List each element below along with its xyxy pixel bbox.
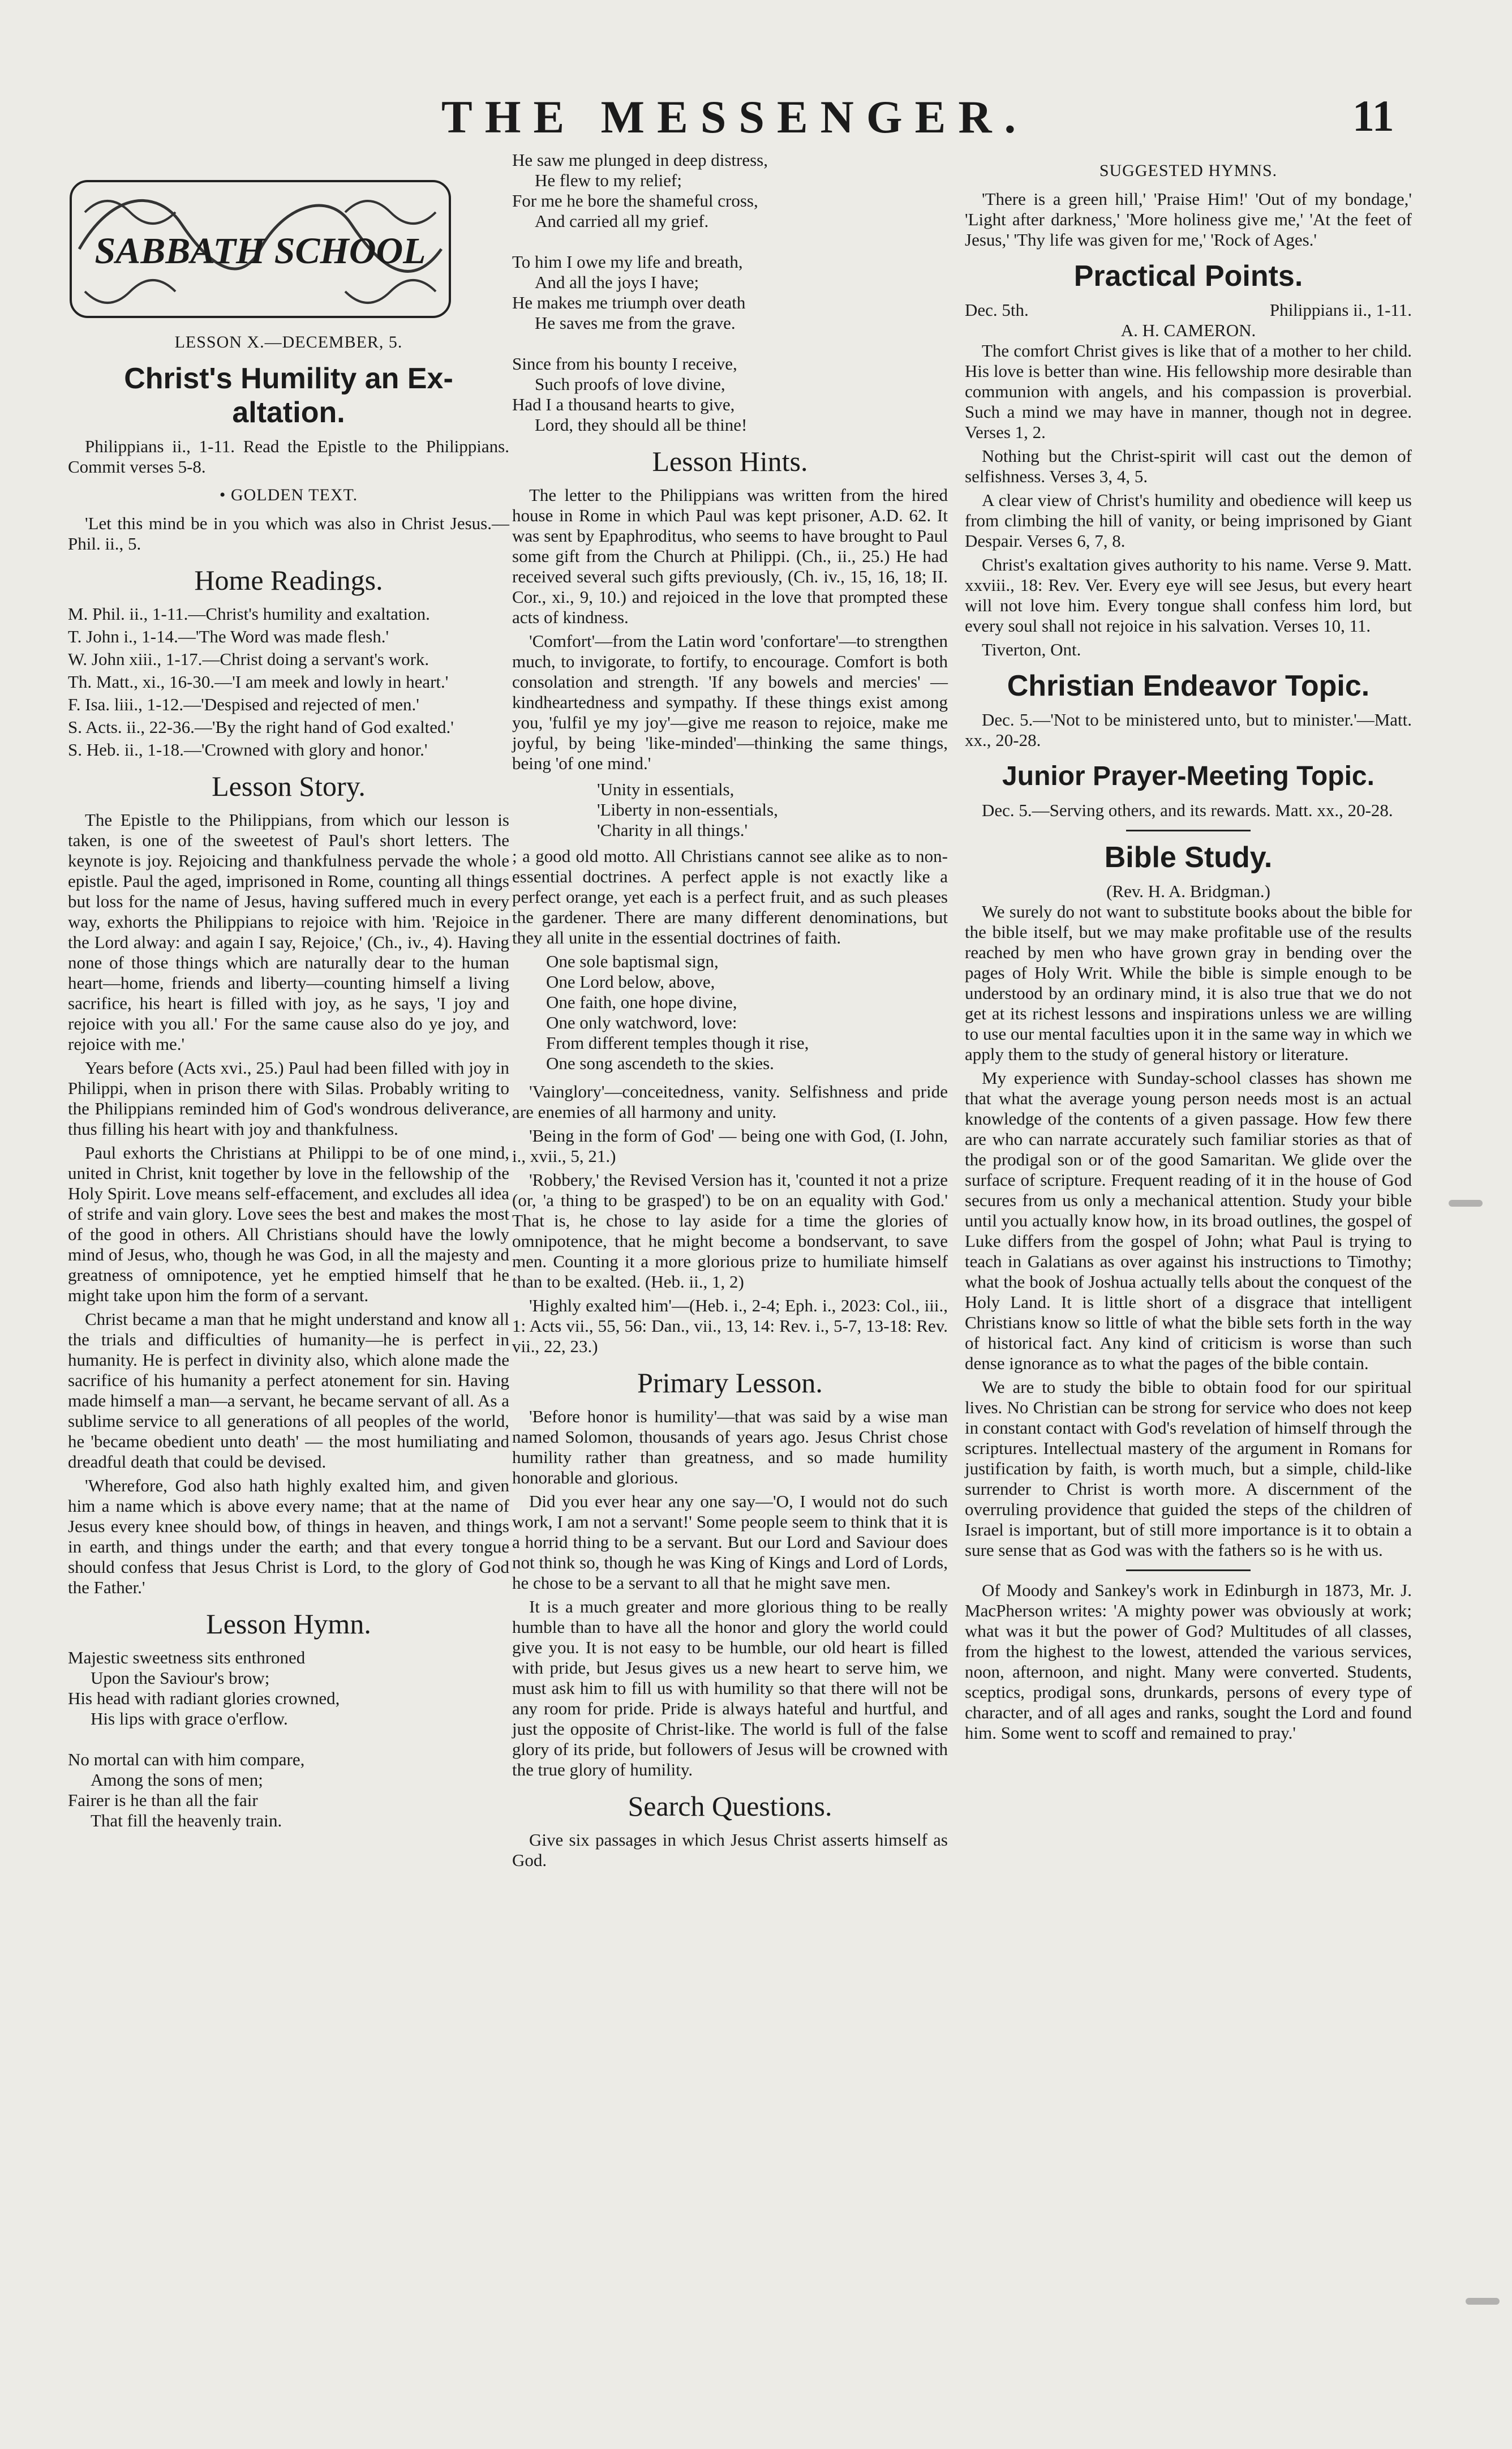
suggested-hymns-label: SUGGESTED HYMNS. <box>1099 161 1278 180</box>
hymn-line: Had I a thousand hearts to give, <box>512 394 735 414</box>
practical-date: Dec. 5th. <box>965 300 1029 320</box>
practical-paragraph: Christ's exaltation gives authority to his name. Verse 9. Matt. xxviii., 18: Rev. Ver. Every eye will see Jesus, but every heart will not love him. Every tongue shall confess him lord, but every soul shall not rejoice in his salvation. Verses 10, 11. <box>965 555 1412 636</box>
hymn-line: His head with radiant glories crowned, <box>68 1688 340 1708</box>
home-reading-item: F. Isa. liii., 1-12.—'Despised and rejected of men.' <box>68 694 419 714</box>
hints-paragraph: 'Vainglory'—conceitedness, vanity. Selfishness and pride are enemies of all harmony and unity. <box>512 1082 948 1122</box>
hymn-line: And all the joys I have; <box>535 272 699 292</box>
practical-paragraph: Nothing but the Christ-spirit will cast out the demon of selfishness. Verses 3, 4, 5. <box>965 446 1412 486</box>
hymn-line: To him I owe my life and breath, <box>512 252 743 272</box>
home-reading-item: M. Phil. ii., 1-11.—Christ's humility and exaltation. <box>68 604 430 624</box>
home-reading-item: S. Heb. ii., 1-18.—'Crowned with glory and honor.' <box>68 740 428 760</box>
primary-paragraph: Did you ever hear any one say—'O, I would not do such work, I am not a servant!' Some people seem to think that it is a horrid thing to be a servant. But our Lord and Saviour does not think so, though he was King of Kings and Lord of Lords, he chose to be a servant to all that he might save men. <box>512 1491 948 1593</box>
practical-place: Tiverton, Ont. <box>982 640 1081 659</box>
page-number: 11 <box>1352 91 1394 140</box>
junior-prayer-text: Dec. 5.—Serving others, and its rewards. Matt. xx., 20-28. <box>982 800 1393 820</box>
practical-paragraph: A clear view of Christ's humility and obedience will keep us from climbing the hill of vanity, or being imprisoned by Giant Despair. Verses 6, 7, 8. <box>965 490 1412 551</box>
practical-points-meta <box>965 300 1412 320</box>
hymn-line: Since from his bounty I receive, <box>512 354 737 374</box>
stanza-line: One song ascendeth to the skies. <box>546 1053 774 1073</box>
hymn-verse <box>68 1648 509 1831</box>
stanza-line: From different temples though it rise, <box>546 1033 809 1053</box>
story-paragraph: Paul exhorts the Christians at Philippi to be of one mind, united in Christ, knit together by love in the fellowship of the Holy Spirit. Love means self-effacement, and excludes all idea of strife and vain glory. Love sees the best and makes the most of the good in others. All Christians should have the lowly mind of Jesus, who, though he was God, in all the majesty and greatness of omnipotence, yet he emptied himself that he might take upon him the form of a servant. <box>68 1143 509 1305</box>
junior-prayer-heading: Junior Prayer-Meeting Topic. <box>1002 761 1374 791</box>
hints-paragraph: ; a good old motto. All Christians cannot see alike as to non-essential doctrines. A perfect apple is not exactly like a perfect orange, yet each is a perfect fruit, and as such pleases the gardener. There are many different denominations, but they all unite in the essential doctrines of faith. <box>512 846 948 947</box>
primary-paragraph: It is a much greater and more glorious thing to be really humble than to have all the honor and glory the world could give you. It is not easy to be humble, our old heart is filled with pride, but Jesus gives us a new heart to serve him, we must ask him to fill us with humility so that there will not be any room for pride. Pride is always hateful and hurtful, and just the opposite of Christ-like. The world is full of the false glory of its pride, but followers of Jesus will be crowned with the true glory of humility. <box>512 1597 948 1779</box>
hymn-line <box>68 1729 509 1749</box>
hints-paragraph: 'Highly exalted him'—(Heb. i., 2-4; Eph. i., 2023: Col., iii., 1: Acts vii., 55, 56: Dan., vii., 13, 14: Rev. i., 5-7, 13-18: Rev. vii., 22, 23.) <box>512 1296 948 1356</box>
motto-line: 'Liberty in non-essentials, <box>597 800 778 820</box>
moody-paragraph: Of Moody and Sankey's work in Edinburgh in 1873, Mr. J. MacPherson writes: 'A mighty power was obviously at work; what was it but the power of God? Multitudes of all classes, from the highest to the lowest, attended the various services, noon, afternoon, and night. Many were converted. Students, sceptics, prodigal sons, drunkards, persons of every type of character, and of all ages and ranks, sought the Lord and found him. Some went to scoff and remained to pray.' <box>965 1580 1412 1743</box>
hymn-line: Such proofs of love divine, <box>535 374 725 394</box>
practical-author: A. H. CAMERON. <box>1120 320 1256 340</box>
print-smudge <box>1449 1200 1483 1207</box>
hymn-line: He saw me plunged in deep distress, <box>512 150 768 170</box>
lesson-hymn-heading: Lesson Hymn. <box>206 1608 371 1640</box>
column-1 <box>68 153 509 1831</box>
motto-line: 'Charity in all things.' <box>597 820 748 840</box>
primary-paragraph: 'Before honor is humility'—that was said by a wise man named Solomon, thousands of years ago. Jesus Christ chose humility rather than greatness, and so made humility honorable and glorious. <box>512 1406 948 1487</box>
bible-study-author: (Rev. H. A. Bridgman.) <box>1106 881 1270 901</box>
bible-paragraph: My experience with Sunday-school classes has shown me that what the average young person needs most is an actual knowledge of the contents of a given passage. How few there are who can narrate accurately such familiar stories as that of the prodigal son or of the good Samaritan. We glide over the surface of scripture. Frequent reading of it in the house of God secures from us only a mechanical attention. Study your bible until you actually know how, in its broad outlines, the gospel of Luke differs from the gospel of John; what Paul is trying to teach in Galatians as over against his instructions to Timothy; what the book of Joshua actually tells about the conquest of the Holy Land. It is little short of a disgrace that intelligent Christians know so little of what the bible sets forth in the way of historical fact. Any kind of criticism is worse than such dense ignorance as to what the pages of the bible contain. <box>965 1068 1412 1373</box>
story-paragraph: 'Wherefore, God also hath highly exalted him, and given him a name which is above every name; that at the name of Jesus every knee should bow, of things in heaven, and things in earth, and things under the earth; and that every tongue should confess that Jesus Christ is Lord, to the glory of God the Father.' <box>68 1476 509 1597</box>
masthead-title: THE MESSENGER. <box>441 91 1029 143</box>
bible-paragraph: We surely do not want to substitute books about the bible for the bible itself, but we may make profitable use of the results reached by men who have grown gray in bending over the pages of Holy Writ. While the bible is simple enough to be understood by an ordinary mind, it is also true that we do not get at its richest lessons and inspirations unless we are willing to use our mental faculties upon it in the same way in which we apply them to the study of general history or literature. <box>965 902 1412 1064</box>
lesson-intro: Philippians ii., 1-11. Read the Epistle to the Philippians. Commit verses 5-8. <box>68 436 509 477</box>
practical-points-heading: Practical Points. <box>1073 260 1303 293</box>
search-questions-heading: Search Questions. <box>628 1790 832 1822</box>
hymn-line: Upon the Saviour's brow; <box>91 1668 270 1688</box>
practical-reference: Philippians ii., 1-11. <box>1269 300 1412 320</box>
hints-paragraph: 'Comfort'—from the Latin word 'confortare'—to strengthen much, to invigorate, to fortify, to encourage. Comfort is both consolation and strength. 'If any bowels and mercies' — kindheartedness and sympathy. If these things exist among you, 'fulfil ye my joy'—give me reason to rejoice, make me joyful, by being 'like-minded'—thinking the same things, being 'of one mind.' <box>512 631 948 773</box>
section-divider <box>1126 830 1251 831</box>
stanza-line: One only watchword, love: <box>546 1013 737 1032</box>
section-divider <box>1126 1569 1251 1571</box>
hymn-line: His lips with grace o'erflow. <box>91 1709 288 1729</box>
home-reading-item: S. Acts. ii., 22-36.—'By the right hand of God exalted.' <box>68 717 454 737</box>
hymn-line: Majestic sweetness sits enthroned <box>68 1648 306 1667</box>
bible-paragraph: We are to study the bible to obtain food for our spiritual lives. No Christian can be strong for service who does not keep in constant contact with God's revelation of himself through the scriptures. Intellectual mastery of the argument in Romans for justification by faith, is worth much, but a simple, child-like surrender to Christ is worth more. A discernment of the overruling providence that guided the steps of the children of Israel is important, but of still more importance is it to obtain a sure sense that as God was with the fathers so is he with us. <box>965 1377 1412 1560</box>
masthead <box>0 85 1512 153</box>
motto-quote <box>597 779 948 840</box>
hymn-verse-continued <box>512 150 948 435</box>
hymn-line: And carried all my grief. <box>535 211 709 231</box>
hints-paragraph: 'Robbery,' the Revised Version has it, 'counted it not a prize (or, 'a thing to be grasped') to be on an equality with God.' That is, he chose to lay aside for a time the glories of omnipotence, that he might become a bondservant, to save men. Counting it a more glorious prize to humiliate himself than to be exalted. (Heb. ii., 1, 2) <box>512 1170 948 1292</box>
column-3 <box>965 153 1412 1747</box>
home-reading-item: T. John i., 1-14.—'The Word was made flesh.' <box>68 627 389 646</box>
stanza-line: One sole baptismal sign, <box>546 951 719 971</box>
print-smudge <box>1466 2298 1500 2305</box>
christian-endeavor-heading: Christian Endeavor Topic. <box>1007 670 1370 702</box>
hymn-line: Fairer is he than all the fair <box>68 1790 258 1810</box>
lesson-story-heading: Lesson Story. <box>212 770 366 802</box>
bible-study-heading: Bible Study. <box>1104 841 1273 874</box>
hymn-line: He saves me from the grave. <box>535 313 736 333</box>
golden-text: 'Let this mind be in you which was also in Christ Jesus.—Phil. ii., 5. <box>68 513 509 554</box>
hints-paragraph: The letter to the Philippians was written from the hired house in Rome in which Paul was kept prisoner, A.D. 62. It was sent by Epaphroditus, who seems to have brought to Paul some gift from the Church at Philippi. (Ch., ii., 25.) He had received several such gifts previously, (Ch. iv., 15, 16, 18; II. Cor., xi., 9, 10.) and rejoiced in the love that prompted these acts of kindness. <box>512 485 948 627</box>
unity-stanza <box>546 951 948 1074</box>
practical-paragraph: The comfort Christ gives is like that of a mother to her child. His love is better than wine. His fellowship more desirable than communion with angels, and his compassion is proverbial. Such a mind we may have in manner, though not in degree. Verses 1, 2. <box>965 341 1412 442</box>
home-readings-heading: Home Readings. <box>194 564 383 596</box>
hymn-line: For me he bore the shameful cross, <box>512 191 758 211</box>
column-2 <box>512 150 948 1874</box>
hymn-line: He flew to my relief; <box>535 170 682 190</box>
home-readings-list <box>68 604 509 760</box>
story-paragraph: Christ became a man that he might understand and know all the trials and difficulties of humanity—he is perfect in humanity. He is perfect in divinity also, which alone made the sacrifice of his humanity a perfect atonement for sin. Having made himself a man—a servant, he became servant of all. As a sublime service to all generations of all peoples of the world, he 'became obedient unto death' — the most humiliating and dreadful death that could be devised. <box>68 1309 509 1472</box>
hymn-line <box>512 231 948 252</box>
stanza-line: One Lord below, above, <box>546 972 715 992</box>
home-reading-item: W. John xiii., 1-17.—Christ doing a servant's work. <box>68 649 429 669</box>
motto-line: 'Unity in essentials, <box>597 779 734 799</box>
hymn-line: Among the sons of men; <box>91 1770 263 1790</box>
search-questions-text: Give six passages in which Jesus Christ asserts himself as God. <box>512 1830 948 1870</box>
story-paragraph: The Epistle to the Philippians, from which our lesson is taken, is one of the sweetest of Paul's short letters. The keynote is joy. Rejoicing and thankfulness pervade the whole epistle. Paul the aged, imprisoned in Rome, counting all things but loss for the name of Jesus, having suffered much in every way, exhorts the Philippians to rejoice with him. 'Rejoice in the Lord alway: and again I say, Rejoice,' (Ch., iv., 4). Having none of those things which are naturally dear to the human heart—home, friends and liberty—counting himself a living sacrifice, his heart is filled with joy, as he says, 'I joy and rejoice with you all.' For the same cause also do ye joy, and rejoice with me.' <box>68 810 509 1054</box>
hymn-line: He makes me triumph over death <box>512 293 746 312</box>
suggested-hymns-text: 'There is a green hill,' 'Praise Him!' 'Out of my bondage,' 'Light after darkness,' 'More holiness give me,' 'At the feet of Jesus,' 'Thy life was given for me,' 'Rock of Ages.' <box>965 189 1412 250</box>
home-reading-item: Th. Matt., xi., 16-30.—'I am meek and lowly in heart.' <box>68 672 449 692</box>
hymn-line <box>512 333 948 354</box>
lesson-title: Christ's Humility an Ex-altation. <box>124 362 453 429</box>
primary-lesson-heading: Primary Lesson. <box>637 1367 823 1399</box>
hints-paragraph: 'Being in the form of God' — being one with God, (I. John, i., xvii., 5, 21.) <box>512 1126 948 1166</box>
christian-endeavor-text: Dec. 5.—'Not to be ministered unto, but to minister.'—Matt. xx., 20-28. <box>965 710 1412 750</box>
story-paragraph: Years before (Acts xvi., 25.) Paul had been filled with joy in Philippi, when in prison there with Silas. Probably writing to the Philippians reminded him of God's wondrous deliverance, thus filling his heart with joy and thankfulness. <box>68 1058 509 1139</box>
hymn-line: That fill the heavenly train. <box>91 1811 282 1830</box>
sabbath-school-banner <box>68 178 453 320</box>
banner-title: SABBATH SCHOOL <box>94 230 426 272</box>
golden-text-label: • GOLDEN TEXT. <box>219 486 358 504</box>
lesson-hints-heading: Lesson Hints. <box>652 445 808 477</box>
hymn-line: Lord, they should all be thine! <box>535 415 748 435</box>
stanza-line: One faith, one hope divine, <box>546 992 737 1012</box>
hymn-line: No mortal can with him compare, <box>68 1749 305 1769</box>
lesson-label: LESSON X.—DECEMBER, 5. <box>174 333 403 351</box>
